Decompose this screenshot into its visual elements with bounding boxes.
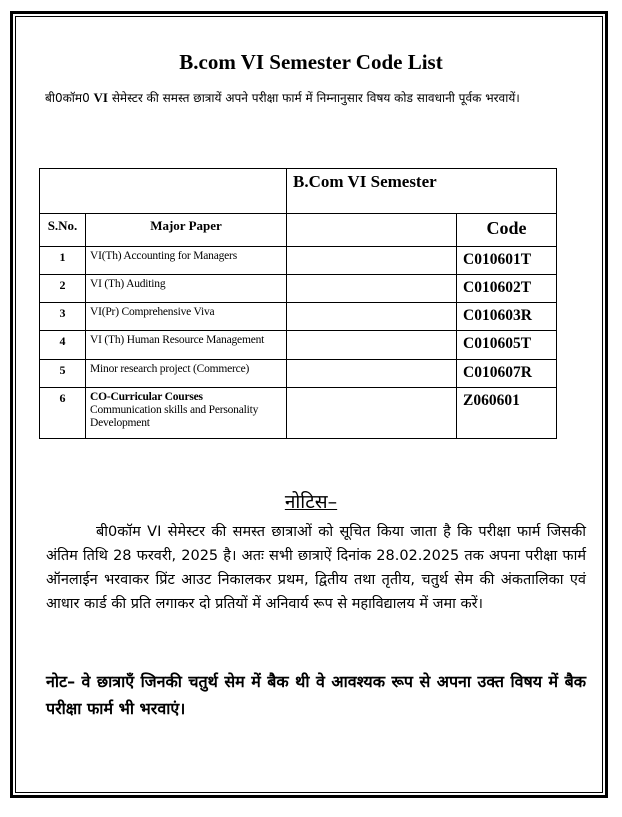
header-major-paper: Major Paper <box>86 214 287 247</box>
row-code: C010602T <box>457 275 557 303</box>
row-paper: VI(Pr) Comprehensive Viva <box>86 303 287 331</box>
row-paper: VI(Th) Accounting for Managers <box>86 247 287 275</box>
row-sno: 5 <box>40 360 86 388</box>
row-paper <box>86 388 287 439</box>
notice-heading <box>0 488 622 514</box>
row-code: Z060601 <box>457 388 557 439</box>
intro-text: सेमेस्टर की समस्त छात्रायें अपने परीक्षा फार्म में निम्नानुसार विषय कोड सावधानी पूर्वक भरवायें। <box>108 91 520 105</box>
header-blank <box>287 214 457 247</box>
header-sno: S.No. <box>40 214 86 247</box>
row-sno: 1 <box>40 247 86 275</box>
row-sno: 6 <box>40 388 86 439</box>
row-paper-heading: CO-Curricular Courses <box>90 391 203 403</box>
row-blank <box>287 331 457 360</box>
header-code: Code <box>457 214 557 247</box>
row-sno: 4 <box>40 331 86 360</box>
note-paragraph: नोट– वे छात्राएँ जिनकी चतुर्थ सेम में बैक थी वे आवश्यक रूप से अपना उक्त विषय में बैक परीक्षा फार्म भी भरवाएं। <box>46 672 586 718</box>
row-code: C010605T <box>457 331 557 360</box>
row-blank <box>287 388 457 439</box>
row-paper: Minor research project (Commerce) <box>86 360 287 388</box>
intro-semester: VI <box>93 90 108 105</box>
table-row <box>40 388 557 439</box>
table-row <box>40 303 557 331</box>
row-blank <box>287 360 457 388</box>
row-paper: VI (Th) Human Resource Management <box>86 331 287 360</box>
row-blank <box>287 275 457 303</box>
table-blank-cell <box>40 169 287 214</box>
row-blank <box>287 247 457 275</box>
intro-prefix: बी0कॉम0 <box>45 91 94 105</box>
intro-paragraph <box>45 88 585 108</box>
row-paper: VI (Th) Auditing <box>86 275 287 303</box>
table-row <box>40 247 557 275</box>
table-row <box>40 360 557 388</box>
row-blank <box>287 303 457 331</box>
page-title: B.com VI Semester Code List <box>179 50 443 74</box>
row-code: C010603R <box>457 303 557 331</box>
row-sno: 2 <box>40 275 86 303</box>
semester-heading: B.Com VI Semester <box>287 169 557 214</box>
notice-heading-text: नोटिस– <box>284 491 338 513</box>
row-code: C010607R <box>457 360 557 388</box>
notice-body: बी0कॉम VI सेमेस्टर की समस्त छात्राओं को सूचित किया जाता है कि परीक्षा फार्म जिसकी अंतिम तिथि 28 फरवरी, 2025 है। अतः सभी छात्राऐं दिनांक 28.02.2025 तक अपना परीक्षा फार्म ऑनलाईन भरवाकर प्रिंट आउट निकालकर प्रथम, द्वितीय तथा तृतीय, चतुर्थ सेम की अंकतालिका एवं आधार कार्ड की प्रति लगाकर दो प्रतियों में अनिवार्य रूप से महाविद्यालय में जमा करें। <box>46 524 586 612</box>
table-row <box>40 275 557 303</box>
table-semester-row <box>40 169 557 214</box>
row-paper-detail: Communication skills and Personality Development <box>90 404 259 429</box>
table-header-row <box>40 214 557 247</box>
row-code: C010601T <box>457 247 557 275</box>
subject-code-table <box>39 168 557 439</box>
row-sno: 3 <box>40 303 86 331</box>
table-row <box>40 331 557 360</box>
